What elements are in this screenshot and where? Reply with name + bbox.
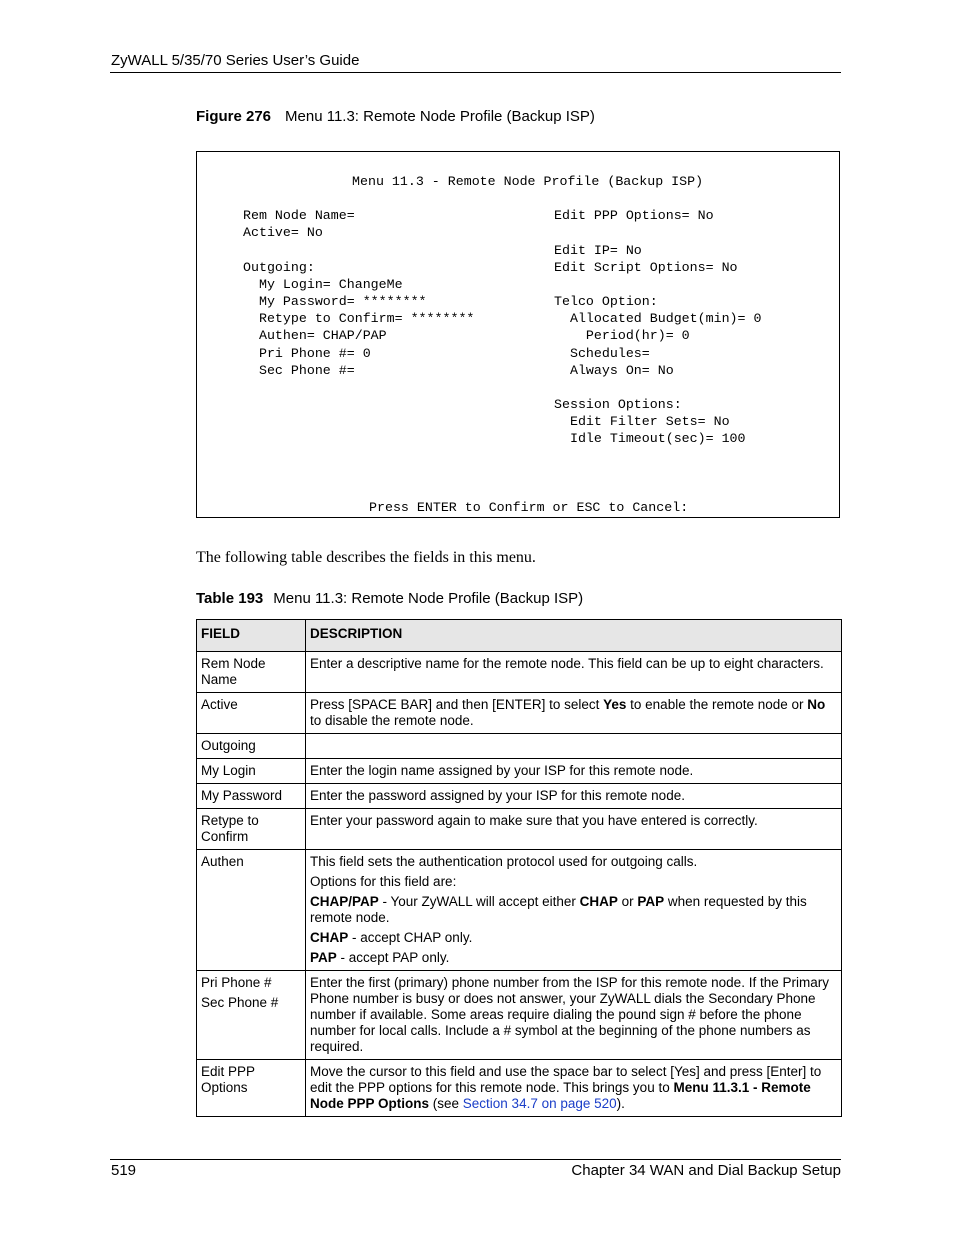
description-text: - Your ZyWALL will accept either <box>378 894 580 909</box>
chapter-title: Chapter 34 WAN and Dial Backup Setup <box>571 1162 841 1179</box>
field-name: My Login <box>201 763 256 778</box>
field-name: Pri Phone # <box>201 975 272 990</box>
bold-term: Menu 11.3.1 - Remote Node PPP Options <box>310 1080 811 1111</box>
table-caption <box>196 590 583 607</box>
terminal-prompt: Press ENTER to Confirm or ESC to Cancel: <box>369 500 689 515</box>
description-text: - accept CHAP only. <box>348 930 473 945</box>
description-text: ). <box>616 1096 625 1111</box>
field-cell <box>197 693 306 734</box>
description-text: (see <box>429 1096 463 1111</box>
bold-term: CHAP <box>310 930 349 945</box>
terminal-line: Outgoing: <box>243 260 315 275</box>
terminal-line: Edit PPP Options= No <box>554 208 714 223</box>
footer-rule <box>110 1159 841 1160</box>
figure-caption <box>196 108 595 125</box>
description-text: Enter the password assigned by your ISP for this remote node. <box>310 788 685 803</box>
field-column-header: FIELD <box>197 620 306 652</box>
description-text: Enter the first (primary) phone number from the ISP for this remote node. If the Primary Phone number is busy or does not answer, your ZyWALL dials the Secondary Phone number if available. Some areas require dialing the pound sign # before the phone number for local calls. Include a # symbol at the beginning of the phone numbers as required. <box>310 975 829 1054</box>
description-cell <box>306 652 842 693</box>
field-description-table <box>196 619 842 1117</box>
terminal-line: Period(hr)= 0 <box>554 328 690 343</box>
running-header: ZyWALL 5/35/70 Series User’s Guide <box>111 52 360 69</box>
description-text: Enter a descriptive name for the remote node. This field can be up to eight characters. <box>310 656 824 671</box>
description-paragraph <box>310 656 837 672</box>
field-cell <box>197 759 306 784</box>
terminal-line: Edit Filter Sets= No <box>554 414 730 429</box>
table-row <box>197 734 842 759</box>
description-text: to enable the remote node or <box>626 697 808 712</box>
table-body <box>197 652 842 1117</box>
description-text: to disable the remote node. <box>310 713 474 728</box>
field-cell <box>197 809 306 850</box>
field-name: Retype to Confirm <box>201 813 259 844</box>
description-cell <box>306 784 842 809</box>
table-header-row <box>197 620 842 652</box>
field-name: Sec Phone # <box>201 995 279 1010</box>
field-name: Rem Node Name <box>201 656 266 687</box>
intro-paragraph: The following table describes the fields in this menu. <box>196 549 536 566</box>
cross-reference-link[interactable]: Section 34.7 on page 520 <box>462 1096 617 1111</box>
description-paragraph <box>310 788 837 804</box>
description-paragraph <box>310 894 837 926</box>
description-text: when requested by this remote node. <box>310 894 807 925</box>
field-cell <box>197 971 306 1060</box>
terminal-line: Telco Option: <box>554 294 658 309</box>
description-text: Move the cursor to this field and use the space bar to select [Yes] and press [Enter] to edit the PPP options for this remote node. This brings you to <box>310 1064 822 1095</box>
bold-term: PAP <box>310 950 337 965</box>
field-name: Outgoing <box>201 738 256 753</box>
terminal-line: Active= No <box>243 225 323 240</box>
description-text: Options for this field are: <box>310 874 457 889</box>
description-paragraph <box>310 813 837 829</box>
bold-term: Yes <box>603 697 627 712</box>
terminal-screen <box>196 151 840 518</box>
terminal-line: Edit Script Options= No <box>554 260 738 275</box>
description-cell <box>306 971 842 1060</box>
terminal-line: Retype to Confirm= ******** <box>243 311 475 326</box>
description-text: or <box>617 894 638 909</box>
bold-term: CHAP <box>579 894 618 909</box>
terminal-line: Schedules= <box>554 346 650 361</box>
field-name: Edit PPP Options <box>201 1064 255 1095</box>
description-paragraph <box>310 697 837 729</box>
description-cell <box>306 809 842 850</box>
field-name: Authen <box>201 854 244 869</box>
bold-term: PAP <box>637 894 665 909</box>
table-row <box>197 759 842 784</box>
terminal-line: Idle Timeout(sec)= 100 <box>554 431 746 446</box>
field-cell <box>197 652 306 693</box>
terminal-line: My Password= ******** <box>243 294 427 309</box>
description-paragraph <box>310 975 837 1055</box>
description-paragraph <box>310 1064 837 1112</box>
description-text: This field sets the authentication protocol used for outgoing calls. <box>310 854 698 869</box>
description-paragraph <box>310 930 837 946</box>
terminal-line: Authen= CHAP/PAP <box>243 328 387 343</box>
description-column-header: DESCRIPTION <box>306 620 842 652</box>
table-row <box>197 809 842 850</box>
description-text: Enter the login name assigned by your ISP for this remote node. <box>310 763 694 778</box>
description-paragraph <box>310 874 837 890</box>
field-cell <box>197 850 306 971</box>
table-label: Table 193 <box>196 590 264 607</box>
field-cell <box>197 734 306 759</box>
figure-title: Menu 11.3: Remote Node Profile (Backup ISP) <box>285 108 595 125</box>
description-text: Enter your password again to make sure that you have entered is correctly. <box>310 813 758 828</box>
terminal-line: Allocated Budget(min)= 0 <box>554 311 762 326</box>
table-row <box>197 1060 842 1117</box>
field-name: My Password <box>201 788 283 803</box>
terminal-line: My Login= ChangeMe <box>243 277 403 292</box>
figure-label: Figure 276 <box>196 108 272 125</box>
description-cell <box>306 734 842 759</box>
page-number: 519 <box>111 1162 137 1179</box>
description-cell <box>306 850 842 971</box>
description-text: Press [SPACE BAR] and then [ENTER] to select <box>310 697 604 712</box>
terminal-line: Pri Phone #= 0 <box>243 346 371 361</box>
terminal-line: Rem Node Name= <box>243 208 355 223</box>
table-row <box>197 971 842 1060</box>
description-cell <box>306 759 842 784</box>
description-text: - accept PAP only. <box>336 950 450 965</box>
field-cell <box>197 1060 306 1117</box>
bold-term: No <box>807 697 826 712</box>
terminal-line: Edit IP= No <box>554 243 642 258</box>
table-row <box>197 652 842 693</box>
terminal-title: Menu 11.3 - Remote Node Profile (Backup ISP) <box>352 174 704 189</box>
description-paragraph <box>310 763 837 779</box>
table-row <box>197 850 842 971</box>
description-cell <box>306 1060 842 1117</box>
description-cell <box>306 693 842 734</box>
field-name: Active <box>201 697 238 712</box>
description-paragraph <box>310 950 837 966</box>
header-rule <box>110 72 841 73</box>
terminal-line: Always On= No <box>554 363 674 378</box>
description-paragraph <box>310 854 837 870</box>
field-cell <box>197 784 306 809</box>
table-row <box>197 693 842 734</box>
terminal-line: Session Options: <box>554 397 682 412</box>
table-row <box>197 784 842 809</box>
bold-term: CHAP/PAP <box>310 894 379 909</box>
table-title: Menu 11.3: Remote Node Profile (Backup ISP) <box>273 590 584 607</box>
terminal-line: Sec Phone #= <box>243 363 355 378</box>
